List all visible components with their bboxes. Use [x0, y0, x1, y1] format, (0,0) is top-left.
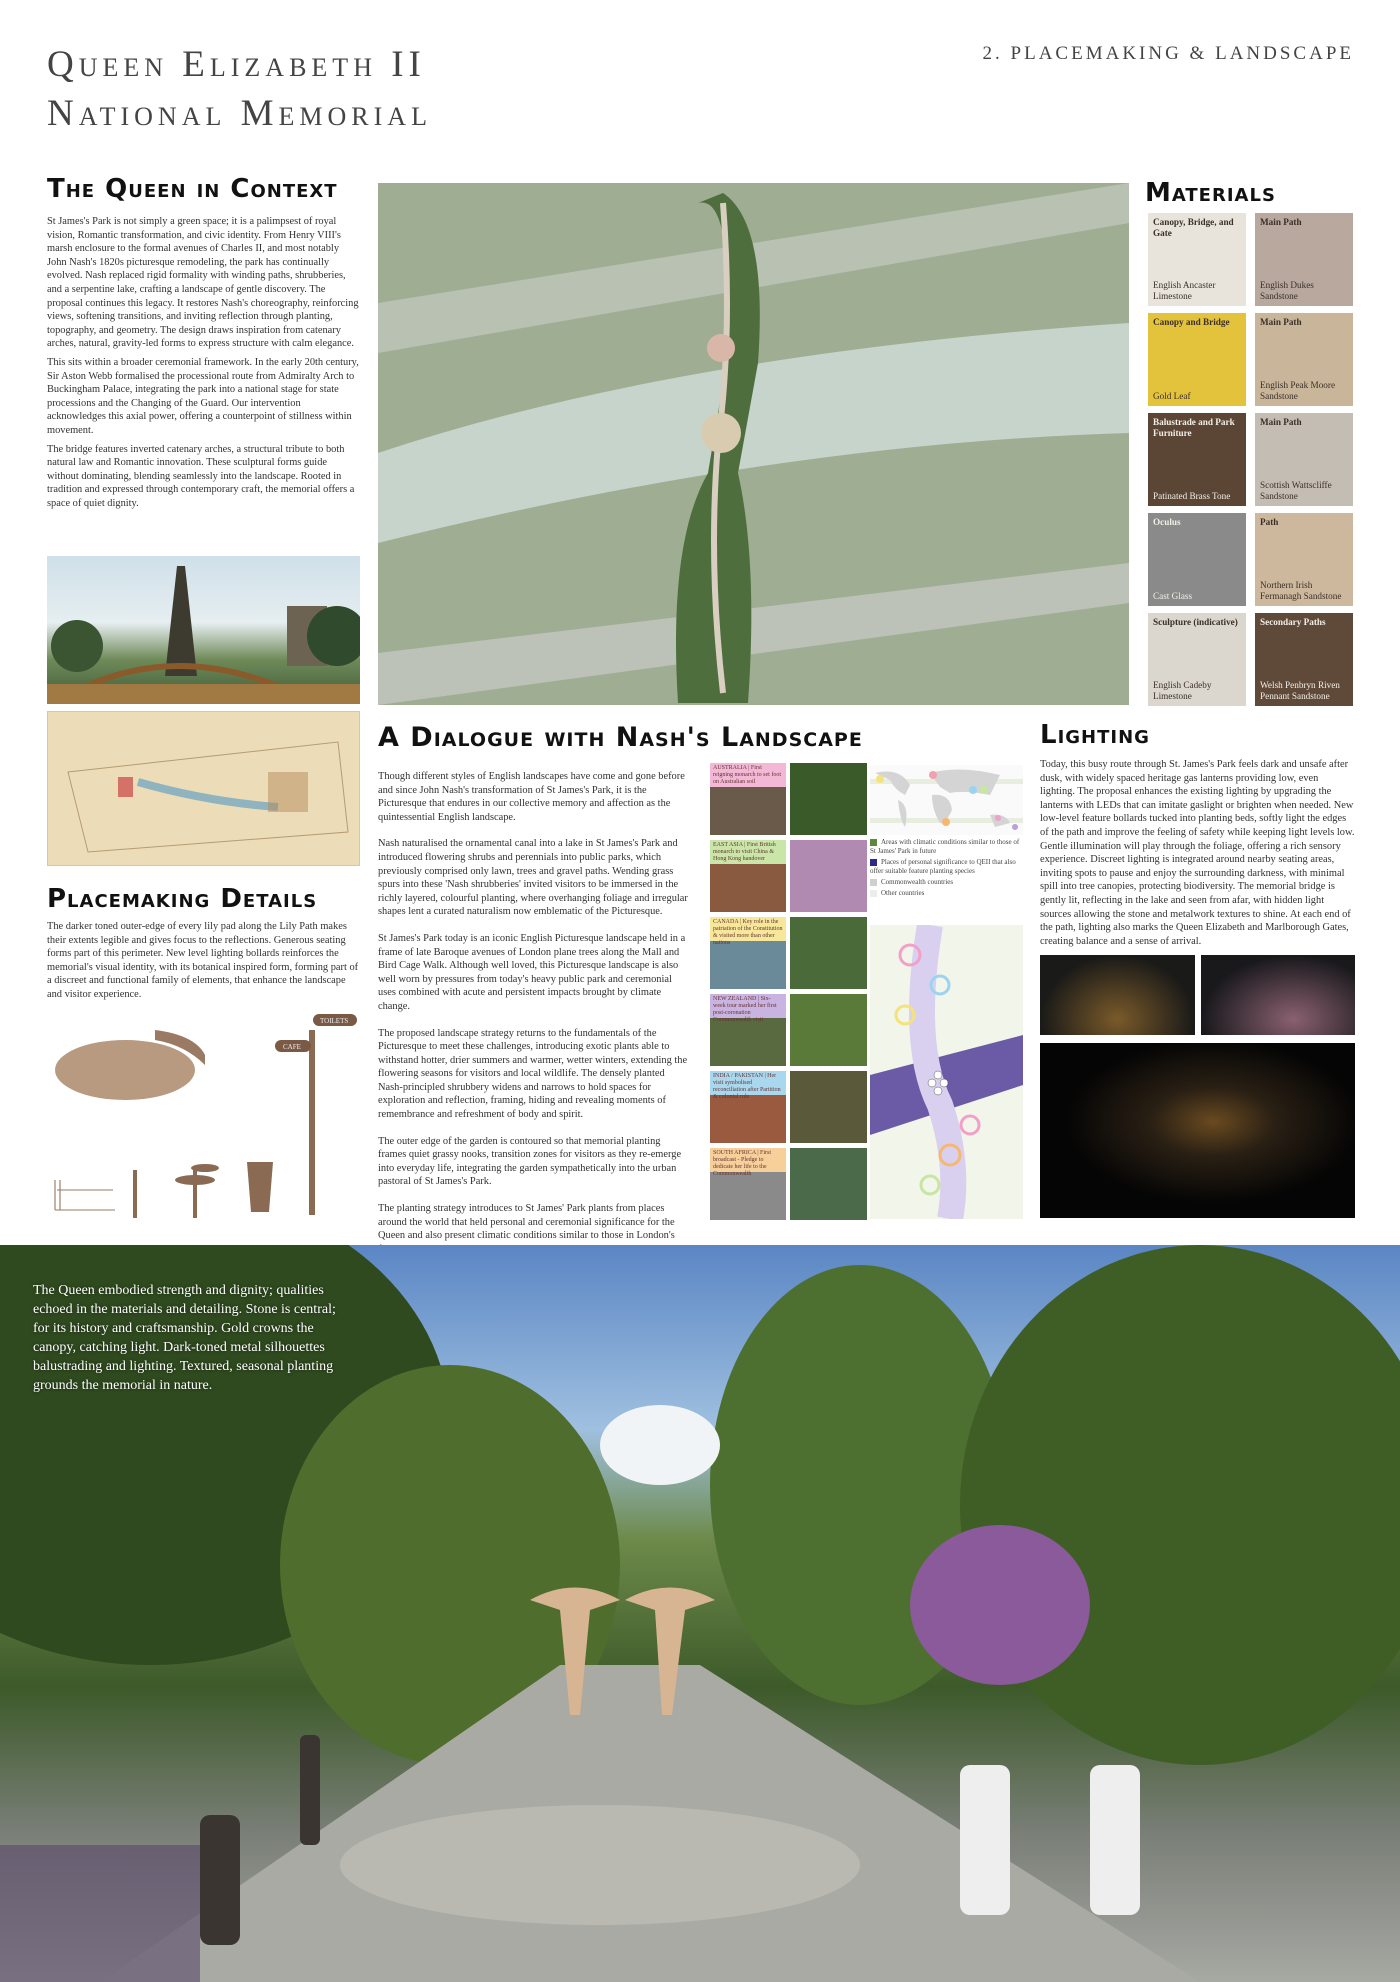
dialogue-heading: A Dialogue with Nash's Landscape: [378, 722, 863, 753]
legend-label: Other countries: [881, 889, 925, 897]
dialogue-paragraph: The planting strategy introduces to St James' Park plants from places around the world that held personal and ceremonial significance for the Queen and also present climatic conditions similar to those in London's: [378, 1203, 675, 1242]
historic-map-drawing: [48, 712, 360, 866]
material-swatch: [1255, 613, 1353, 706]
aerial-plan-drawing: [378, 183, 1129, 705]
dialogue-paragraph: St James's Park today is an iconic English Picturesque landscape held in a frame of late Baroque avenues of London plane trees along the Mall and Bird Cage Walk. Although well loved, this Picturesque landscape is also well worn by pressures from today's heavy public park and ceremonial uses combined with acute and persistent impacts brought by climate change.: [378, 932, 686, 1012]
commonwealth-photo: [710, 840, 786, 912]
pagoda-illustration: [47, 556, 360, 704]
context-paragraph: The bridge features inverted catenary arches, a structural tribute to both natural law and Romantic innovation. These sculptural forms guide without dominating, blending seamlessly into the landscape. Rooted in tradition and expressed through contemporary craft, the memorial offers a space of quiet dignity.: [47, 443, 355, 509]
material-name: English Dukes Sandstone: [1260, 280, 1314, 301]
placemaking-heading: Placemaking Details: [47, 884, 318, 914]
title-line-2: National Memorial: [47, 93, 432, 134]
material-swatch: [1255, 213, 1353, 306]
legend-label: Places of personal significance to QEII that also offer suitable feature planting species: [870, 858, 1016, 875]
toilets-sign: TOILETS: [320, 1017, 349, 1025]
night-aerial-photo: [1040, 1043, 1355, 1218]
section-label: 2. PLACEMAKING & LANDSCAPE: [982, 43, 1354, 64]
dialogue-text: [378, 770, 690, 1269]
material-name: English Cadeby Limestone: [1153, 680, 1212, 701]
poster-title: [47, 40, 432, 138]
material-use: Balustrade and Park Furniture: [1153, 417, 1235, 438]
photo-caption: INDIA / PAKISTAN | Her visit symbolised reconciliation after Partition & colonial rule: [710, 1071, 786, 1095]
dialogue-paragraph: Though different styles of English landscapes have come and gone before and since John Nash's transformation of St James's Park, it is the Picturesque that endures in our collective memory and affection as the quintessential English landscape.: [378, 771, 685, 823]
materials-heading: Materials: [1145, 178, 1276, 208]
photo-caption: AUSTRALIA | First reigning monarch to set foot on Australian soil: [710, 763, 786, 787]
world-climate-map: [870, 765, 1023, 835]
planting-diagram-drawing: [870, 925, 1023, 1219]
material-use: Secondary Paths: [1260, 617, 1326, 627]
commonwealth-photo: [710, 994, 786, 1066]
commonwealth-photo: [710, 917, 786, 989]
dialogue-paragraph: The outer edge of the garden is contoured so that memorial planting frames quiet grassy nooks, transition zones for visitors as they re-emerge into everyday life, integrating the garden sympathetically into the urban pastoral of St James's Park.: [378, 1135, 682, 1188]
context-paragraph: This sits within a broader ceremonial framework. In the early 20th century, Sir Aston Webb formalised the processional route from Admiralty Arch to Buckingham Palace, integrating the park into a national stage for state processions and the Changing of the Guard. Our intervention acknowledges this axial power, offering a counterpoint of stillness within movement.: [47, 356, 359, 436]
photo-caption: CANADA | Key role in the patriation of the Constitution & visited more than other nations: [710, 917, 786, 941]
material-use: Oculus: [1153, 517, 1181, 527]
material-swatch: [1148, 413, 1246, 506]
aerial-site-plan: [378, 183, 1129, 705]
legend-swatch: [870, 859, 877, 866]
legend-item: [870, 858, 1023, 876]
material-swatch: [1148, 213, 1246, 306]
street-furniture-render: [45, 1010, 365, 1225]
materials-grid: [1148, 213, 1354, 705]
planting-photo: [790, 917, 867, 989]
material-use: Sculpture (indicative): [1153, 617, 1238, 627]
commonwealth-photo: [710, 1071, 786, 1143]
planting-photo: [790, 1071, 867, 1143]
historic-park-map: [47, 711, 360, 866]
memorial-visualisation: [0, 1245, 1400, 1982]
historic-pagoda-painting: [47, 556, 360, 704]
material-name: Welsh Penbryn Riven Pennant Sandstone: [1260, 680, 1340, 701]
context-heading: The Queen in Context: [47, 174, 338, 204]
legend-label: Areas with climatic conditions similar to those of St James' Park in future: [870, 838, 1020, 855]
planting-photo: [790, 1148, 867, 1220]
legend-item: [870, 838, 1023, 856]
material-use: Canopy and Bridge: [1153, 317, 1230, 327]
title-line-1: Queen Elizabeth II: [47, 44, 426, 85]
material-name: English Peak Moore Sandstone: [1260, 380, 1336, 401]
material-swatch: [1148, 613, 1246, 706]
planting-photo: [790, 840, 867, 912]
photo-caption: SOUTH AFRICA | First broadcast - Pledge to dedicate her life to the Commonwealth: [710, 1148, 786, 1172]
material-name: English Ancaster Limestone: [1153, 280, 1216, 301]
photo-caption: EAST ASIA | First British monarch to visit China & Hong Kong handover: [710, 840, 786, 864]
material-use: Main Path: [1260, 317, 1302, 327]
commonwealth-photo: [710, 763, 786, 835]
furniture-illustration: [45, 1010, 365, 1225]
material-use: Canopy, Bridge, and Gate: [1153, 217, 1234, 238]
commonwealth-photo: [710, 1148, 786, 1220]
legend-swatch: [870, 890, 877, 897]
material-swatch: [1148, 313, 1246, 406]
placemaking-text: The darker toned outer-edge of every lily pad along the Lily Path makes their extents legible and gives focus to the reflections. Generous seating forms part of this perimeter. New level lighting bollards reinforces the memorial's visual identity, with its botanical inspired form, forming part of a discreet and functional family of elements, that enhance the landscape and visitor experience.: [47, 921, 359, 1000]
material-name: Gold Leaf: [1153, 391, 1191, 401]
material-use: Main Path: [1260, 417, 1302, 427]
legend-item: [870, 878, 1023, 887]
legend-swatch: [870, 879, 877, 886]
material-name: Northern Irish Fermanagh Sandstone: [1260, 580, 1342, 601]
legend-item: [870, 889, 1023, 898]
cafe-sign: CAFE: [283, 1043, 301, 1051]
legend-label: Commonwealth countries: [881, 878, 954, 886]
render-overlay-text: The Queen embodied strength and dignity; qualities echoed in the materials and detailing. Stone is central; for its history and craftsmanship. Gold crowns the canopy, catching light. Dark-toned metal silhouettes balustrading and lighting. Textured, seasonal planting grounds the memorial in nature.: [33, 1283, 336, 1393]
dialogue-paragraph: Nash naturalised the ornamental canal into a lake in St James's Park and introduced flowering shrubs and perennials into public parks, which previously comprised only lawn, trees and gravel paths. Wending grass spurs into these 'Nash shrubberies' invited visitors to be immersed in the richly layered, colourful planting, where overhanging foliage and irregular shapes lent a curated naturalism now emblematic of the Picturesque.: [378, 838, 688, 918]
material-name: Scottish Wattscliffe Sandstone: [1260, 480, 1332, 501]
map-legend: [870, 838, 1023, 900]
context-paragraph: St James's Park is not simply a green space; it is a palimpsest of royal vision, Romantic transformation, and civic identity. From Henry VIII's marsh enclosure to the formal avenues of Charles II, and most notably John Nash's 1820s picturesque remodeling, the park has continually evolved. Nash replaced rigid formality with winding paths, shrubberies, and a serpentine lake, crafting a landscape of gentle discovery. The proposal continues this legacy. It restores Nash's choreography, reinforcing views, softening transitions, and inviting reflection through planting, topography, and geometry. The design draws inspiration from catenary arches, natural, gravity-led forms to express structure with calm elegance.: [47, 216, 359, 350]
material-swatch: [1148, 513, 1246, 606]
commonwealth-photo-grid: [710, 763, 868, 1219]
material-use: Main Path: [1260, 217, 1302, 227]
lighting-text: Today, this busy route through St. James's Park feels dark and unsafe after dusk, with widely spaced heritage gas lanterns providing low, even lighting. The proposal enhances the existing lighting by upgrading the lanterns with LEDs that can imitate gaslight or brighten when needed. New low-level feature bollards tucked into planting beds, softly light the edges of the path and improve the feeling of safety while keeping light levels low. Gentle illumination will play through the foliage, offering a rich sensory experience. Discreet lighting is integrated around nearby seating areas, inviting spots to pause and enjoy the surrounding darkness, with minimal spill into tree canopies, protecting biodiversity. The memorial bridge is gently lit, reflecting in the lake and seen from afar, with hidden light sources allowing the stone and metalwork textures to shine. At each end of the path, lighting also marks the Queen Elizabeth and Marlborough Gates, creating balance and a sense of arrival.: [1040, 759, 1355, 947]
context-text: [47, 215, 360, 515]
world-map-drawing: [870, 765, 1023, 835]
lighting-heading: Lighting: [1040, 720, 1150, 750]
material-name: Patinated Brass Tone: [1153, 491, 1231, 501]
night-path-photo: [1201, 955, 1355, 1035]
planting-photo: [790, 763, 867, 835]
material-swatch: [1255, 413, 1353, 506]
photo-caption: NEW ZEALAND | Six-week tour marked her first post-coronation Commonwealth visit: [710, 994, 786, 1018]
night-seating-photo: [1040, 955, 1195, 1035]
planting-plan-diagram: [870, 925, 1023, 1219]
dialogue-paragraph: The proposed landscape strategy returns to the fundamentals of the Picturesque to meet these challenges, introducing exotic plants able to withstand hotter, drier summers and warmer, wetter winters, extending the flowering seasons for visitors and local wildlife. The densely planted Nash-principled shrubbery widens and narrows to hold spaces for exploration and reflection, framing, hiding and revealing moments of remembrance and refreshment of body and spirit.: [378, 1027, 688, 1121]
material-swatch: [1255, 513, 1353, 606]
material-use: Path: [1260, 517, 1279, 527]
planting-photo: [790, 994, 867, 1066]
legend-swatch: [870, 839, 877, 846]
material-name: Cast Glass: [1153, 591, 1193, 601]
material-swatch: [1255, 313, 1353, 406]
